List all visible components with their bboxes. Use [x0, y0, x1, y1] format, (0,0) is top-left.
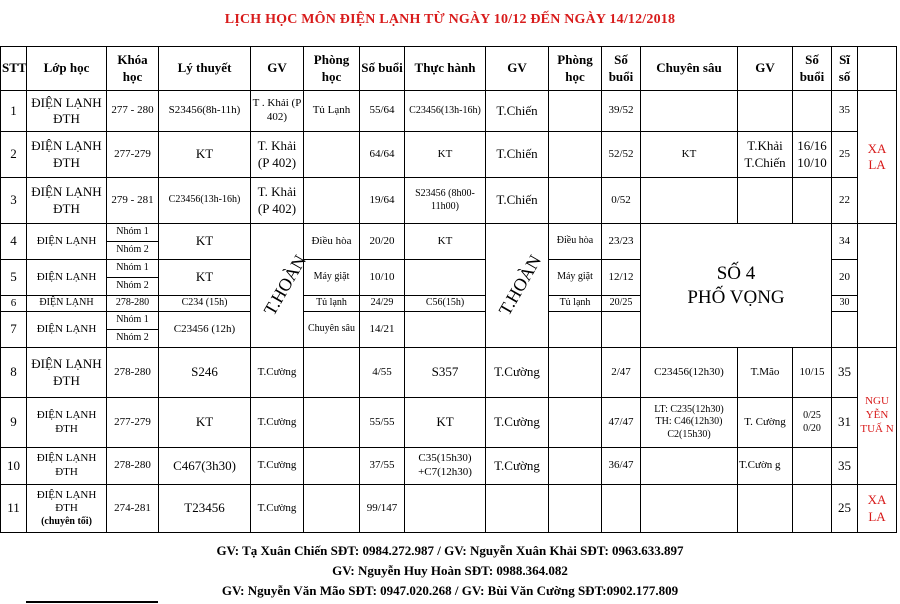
cell-sobuoi-th: 39/52: [602, 91, 641, 132]
col-chuyensau: Chuyên sâu: [641, 47, 738, 91]
cell-lop: ĐIỆN LẠNH: [27, 312, 107, 348]
cell-gv-th: [486, 485, 549, 533]
page-title: LỊCH HỌC MÔN ĐIỆN LẠNH TỪ NGÀY 10/12 ĐẾN NGÀY 14/12/2018: [224, 12, 676, 27]
cell-sobuoi-lt: 24/29: [360, 296, 405, 312]
cell-lythuyet: C23456 (12h): [159, 312, 251, 348]
cell-gv-th: T.Chiến: [486, 178, 549, 224]
cell-sobuoi-th: [602, 485, 641, 533]
cell-gv-lt: T.Cường: [251, 485, 304, 533]
cell-nhom: Nhóm 1: [107, 224, 159, 242]
cell-sobuoi-lt: 4/55: [360, 348, 405, 398]
cell-stt: 11: [1, 485, 27, 533]
col-note: [858, 47, 897, 91]
location-note: XA LA: [858, 91, 897, 224]
cell-siso: 22: [832, 178, 858, 224]
cell-sobuoi-th: 47/47: [602, 398, 641, 448]
cell-gv-th: T.Chiến: [486, 91, 549, 132]
cell-phong-th: [549, 178, 602, 224]
cell-sobuoi-th: [602, 312, 641, 348]
chuyensau-line3: C2(15h30): [667, 428, 711, 440]
location-line1: SỐ 4: [716, 262, 756, 284]
col-gv-lt: GV: [251, 47, 304, 91]
col-phong-lt: Phòng học: [304, 47, 360, 91]
cell-gv-cs: [738, 485, 793, 533]
cell-gv-th: T.Cường: [486, 448, 549, 485]
col-thuchanh: Thực hành: [405, 47, 486, 91]
cell-sobuoi-lt: 64/64: [360, 132, 405, 178]
cell-phong-th: Tủ lạnh: [549, 296, 602, 312]
cell-lop: ĐIỆN LẠNH ĐTH: [27, 448, 107, 485]
cell-gv-cs: T.Cườn g: [738, 448, 793, 485]
cell-phong-lt: [304, 132, 360, 178]
cell-sobuoi-cs: [793, 485, 832, 533]
teacher-hoan-lt: T.HOÀN: [259, 251, 311, 320]
cell-sobuoi-lt: 55/55: [360, 398, 405, 448]
cell-phong-lt: Điều hòa: [304, 224, 360, 260]
cell-gv-lt: T.Cường: [251, 448, 304, 485]
teacher-contact-line2: GV: Nguyễn Huy Hoàn SĐT: 0988.364.082: [332, 563, 568, 578]
cell-chuyensau: [641, 485, 738, 533]
cell-stt: 5: [1, 260, 27, 296]
col-phong-th: Phòng học: [549, 47, 602, 91]
cell-stt: 4: [1, 224, 27, 260]
cell-chuyensau: [641, 448, 738, 485]
cell-phong-lt: Chuyên sâu: [304, 312, 360, 348]
cell-stt: 7: [1, 312, 27, 348]
header-row: [1, 47, 897, 91]
cell-lythuyet: KT: [159, 398, 251, 448]
cell-sobuoi-lt: 19/64: [360, 178, 405, 224]
cell-phong-th: Máy giặt: [549, 260, 602, 296]
cell-sobuoi-lt: 10/10: [360, 260, 405, 296]
cell-sobuoi-th: 0/52: [602, 178, 641, 224]
cell-sobuoi-th: 36/47: [602, 448, 641, 485]
cell-gv-th: T.Chiến: [486, 132, 549, 178]
cell-siso: 25: [832, 485, 858, 533]
location-note: XA LA: [858, 485, 897, 533]
table-row: [1, 398, 897, 448]
cell-gv-th-merged: [486, 224, 549, 348]
cell-phong-lt: [304, 448, 360, 485]
teacher-contact-line3: GV: Nguyễn Văn Mão SĐT: 0947.020.268 / GV: Bùi Văn Cường SĐT:0902.177.809: [221, 583, 679, 598]
col-gv-th: GV: [486, 47, 549, 91]
cell-phong-th: [549, 448, 602, 485]
cell-nhom: Nhóm 1: [107, 260, 159, 278]
cell-gv-cs: T. Cường: [738, 398, 793, 448]
cell-thuchanh: [405, 260, 486, 296]
cell-gv-lt: T. Khải (P 402): [251, 178, 304, 224]
cell-gv-th: T.Cường: [486, 348, 549, 398]
cell-siso: 34: [832, 224, 858, 260]
col-gv-cs: GV: [738, 47, 793, 91]
cell-lythuyet: C467(3h30): [159, 448, 251, 485]
cell-khoa: 278-280: [107, 348, 159, 398]
cell-khoa: 274-281: [107, 485, 159, 533]
cell-lop: ĐIỆN LẠNH: [27, 296, 107, 312]
cell-sobuoi-cs: 0/25 0/20: [793, 398, 832, 448]
cell-note: [858, 224, 897, 348]
cell-nhom: Nhóm 2: [107, 278, 159, 296]
cell-stt: 6: [1, 296, 27, 312]
cell-gv-lt: T. Khải (P 402): [251, 132, 304, 178]
cell-sobuoi-cs: [793, 178, 832, 224]
teacher-contact-line1: GV: Tạ Xuân Chiến SĐT: 0984.272.987 / GV: Nguyễn Xuân Khải SĐT: 0963.633.897: [216, 543, 684, 558]
cell-khoa: 279 - 281: [107, 178, 159, 224]
cell-sobuoi-lt: 37/55: [360, 448, 405, 485]
col-stt: STT: [1, 47, 27, 91]
chuyensau-line2: TH: C46(12h30): [655, 416, 723, 428]
cell-gv-lt: T.Cường: [251, 348, 304, 398]
cell-sobuoi-cs: [793, 448, 832, 485]
cell-lop: ĐIỆN LẠNH ĐTH: [27, 132, 107, 178]
cell-phong-th: [549, 398, 602, 448]
cell-phong-th: [549, 348, 602, 398]
cell-thuchanh: [405, 312, 486, 348]
cell-nhom: Nhóm 1: [107, 312, 159, 330]
cell-sobuoi-cs: 10/15: [793, 348, 832, 398]
cell-gv-cs: [738, 178, 793, 224]
cell-sobuoi-th: 20/25: [602, 296, 641, 312]
schedule-table: [0, 46, 897, 533]
cell-sobuoi-th: 12/12: [602, 260, 641, 296]
cell-sobuoi-cs: [793, 91, 832, 132]
lop-note: (chuyên tối): [41, 516, 92, 527]
location-note: NGU YỄN TUẤ N: [858, 348, 897, 485]
cell-siso: 31: [832, 398, 858, 448]
cell-lythuyet: KT: [159, 132, 251, 178]
cell-gv-cs: [738, 91, 793, 132]
cell-stt: 8: [1, 348, 27, 398]
cell-lythuyet: C234 (15h): [159, 296, 251, 312]
table-row: [1, 448, 897, 485]
cell-stt: 1: [1, 91, 27, 132]
cell-khoa: 278-280: [107, 296, 159, 312]
cell-phong-th: [549, 312, 602, 348]
cell-phong-th: [549, 132, 602, 178]
cell-khoa: 277-279: [107, 132, 159, 178]
cell-thuchanh: C35(15h30) +C7(12h30): [405, 448, 486, 485]
cell-phong-lt: Tủ Lạnh: [304, 91, 360, 132]
cell-stt: 9: [1, 398, 27, 448]
lop-name: ĐIỆN LẠNH ĐTH: [36, 488, 97, 515]
cell-lop: ĐIỆN LẠNH ĐTH: [27, 348, 107, 398]
cell-lythuyet: S246: [159, 348, 251, 398]
table-row: [1, 178, 897, 224]
cell-gv-cs: T.Mão: [738, 348, 793, 398]
cell-phong-lt: Tủ lạnh: [304, 296, 360, 312]
cell-phong-lt: Máy giặt: [304, 260, 360, 296]
cell-phong-lt: [304, 485, 360, 533]
cell-sobuoi-lt: 99/147: [360, 485, 405, 533]
cell-gv-cs: T.Khải T.Chiến: [738, 132, 793, 178]
col-khoa: Khóa học: [107, 47, 159, 91]
location-line2: PHỐ VỌNG: [687, 286, 785, 308]
cell-lythuyet: KT: [159, 260, 251, 296]
chuyensau-line1: LT: C235(12h30): [654, 403, 724, 415]
teacher-hoan-th: T.HOÀN: [494, 251, 546, 320]
table-row: [1, 485, 897, 533]
cell-siso: 25: [832, 132, 858, 178]
cell-sobuoi-cs: 16/16 10/10: [793, 132, 832, 178]
cell-nhom: Nhóm 2: [107, 330, 159, 348]
cell-chuyensau: [641, 398, 738, 448]
cell-phong-lt: [304, 398, 360, 448]
cell-thuchanh: C56(15h): [405, 296, 486, 312]
cell-thuchanh: KT: [405, 398, 486, 448]
cell-gv-lt-merged: [251, 224, 311, 348]
cell-siso: 30: [832, 296, 858, 312]
cell-lythuyet: C23456(13h-16h): [159, 178, 251, 224]
cell-sobuoi-lt: 14/21: [360, 312, 405, 348]
col-lythuyet: Lý thuyết: [159, 47, 251, 91]
cell-phong-lt: [304, 178, 360, 224]
cell-sobuoi-lt: 20/20: [360, 224, 405, 260]
cell-thuchanh: S357: [405, 348, 486, 398]
cell-thuchanh: KT: [405, 224, 486, 260]
cell-stt: 2: [1, 132, 27, 178]
cell-gv-lt: T . Khải (P 402): [251, 91, 304, 132]
cell-khoa: 278-280: [107, 448, 159, 485]
cell-phong-th: [549, 91, 602, 132]
cell-gv-lt: T.Cường: [251, 398, 304, 448]
cell-lythuyet: S23456(8h-11h): [159, 91, 251, 132]
cell-sobuoi-th: 52/52: [602, 132, 641, 178]
cell-thuchanh: C23456(13h-16h): [405, 91, 486, 132]
table-row: [1, 224, 897, 242]
cell-gv-th: T.Cường: [486, 398, 549, 448]
location-so4-pho-vong: [641, 224, 832, 348]
cell-siso: 35: [832, 91, 858, 132]
cell-siso: 35: [832, 348, 858, 398]
cell-sobuoi-th: 23/23: [602, 224, 641, 260]
table-row: [1, 132, 897, 178]
cell-sobuoi-th: 2/47: [602, 348, 641, 398]
cell-chuyensau: [641, 178, 738, 224]
cell-lythuyet: T23456: [159, 485, 251, 533]
cell-siso: 20: [832, 260, 858, 296]
cell-sobuoi-lt: 55/64: [360, 91, 405, 132]
cell-lop: ĐIỆN LẠNH ĐTH: [27, 398, 107, 448]
col-sobuoi-lt: Số buổi: [360, 47, 405, 91]
cell-lop: ĐIỆN LẠNH: [27, 260, 107, 296]
col-sobuoi-cs: Số buổi: [793, 47, 832, 91]
cell-nhom: Nhóm 2: [107, 242, 159, 260]
cell-thuchanh: S23456 (8h00-11h00): [405, 178, 486, 224]
cell-lop: ĐIỆN LẠNH: [27, 224, 107, 260]
cell-phong-th: Điều hòa: [549, 224, 602, 260]
cell-chuyensau: [641, 91, 738, 132]
cell-thuchanh: [405, 485, 486, 533]
table-row: [1, 348, 897, 398]
cell-lop: ĐIỆN LẠNH ĐTH: [27, 178, 107, 224]
cell-khoa: 277 - 280: [107, 91, 159, 132]
cell-lop: [27, 485, 107, 533]
cell-siso: 35: [832, 448, 858, 485]
col-sobuoi-th: Số buổi: [602, 47, 641, 91]
cell-phong-th: [549, 485, 602, 533]
cell-thuchanh: KT: [405, 132, 486, 178]
cell-chuyensau: KT: [641, 132, 738, 178]
table-row: [1, 91, 897, 132]
cell-phong-lt: [304, 348, 360, 398]
col-lop: Lớp học: [27, 47, 107, 91]
cell-chuyensau: C23456(12h30): [641, 348, 738, 398]
cell-lythuyet: KT: [159, 224, 251, 260]
signature-line: [26, 601, 158, 603]
cell-khoa: 277-279: [107, 398, 159, 448]
cell-siso: [832, 312, 858, 348]
cell-lop: ĐIỆN LẠNH ĐTH: [27, 91, 107, 132]
cell-stt: 10: [1, 448, 27, 485]
cell-stt: 3: [1, 178, 27, 224]
col-siso: Sĩ số: [832, 47, 858, 91]
